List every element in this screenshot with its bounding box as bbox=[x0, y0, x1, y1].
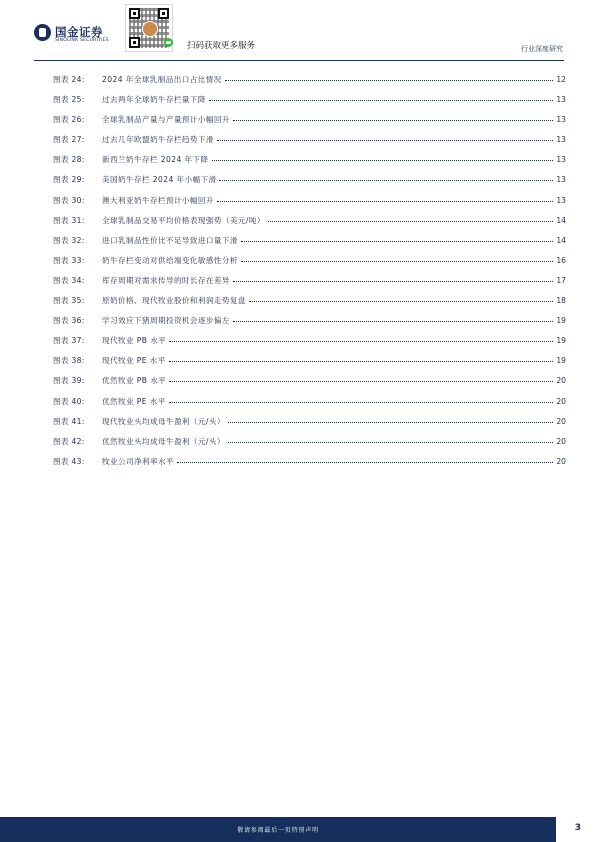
toc-dot-leader bbox=[225, 74, 554, 81]
toc-dot-leader bbox=[233, 275, 553, 282]
toc-dot-leader bbox=[241, 255, 553, 262]
toc-figure-title: 优然牧业头均成母牛盈利（元/头） bbox=[102, 436, 225, 446]
toc-figure-number: 图表 32: bbox=[53, 235, 85, 245]
toc-figure-title: 优然牧业 PE 水平 bbox=[102, 396, 166, 406]
toc-dot-leader bbox=[209, 94, 553, 101]
toc-row[interactable] bbox=[53, 94, 566, 114]
toc-dot-leader bbox=[233, 315, 553, 322]
toc-row[interactable] bbox=[53, 195, 566, 215]
toc-figure-title: 现代牧业 PE 水平 bbox=[102, 356, 166, 366]
page-header bbox=[0, 0, 595, 62]
toc-figure-number: 图表 27: bbox=[53, 135, 85, 145]
toc-figure-number: 图表 42: bbox=[53, 436, 85, 446]
toc-page-number: 13 bbox=[556, 155, 566, 165]
company-logo bbox=[34, 24, 124, 46]
toc-row[interactable] bbox=[53, 396, 566, 416]
toc-figure-title: 2024 年全球乳制品出口占比情况 bbox=[102, 75, 222, 84]
toc-row[interactable] bbox=[53, 174, 566, 194]
toc-dot-leader bbox=[219, 174, 553, 181]
toc-figure-number: 图表 39: bbox=[53, 376, 85, 386]
toc-figure-number: 图表 36: bbox=[53, 316, 85, 326]
toc-figure-title: 澳大利亚奶牛存栏预计小幅回升 bbox=[102, 195, 214, 205]
footer-disclaimer: 敬请参阅最后一页特别声明 bbox=[237, 827, 319, 834]
toc-page-number: 20 bbox=[556, 416, 566, 426]
toc-row[interactable] bbox=[53, 74, 566, 94]
toc-figure-title: 过去两年全球奶牛存栏量下降 bbox=[102, 95, 206, 105]
toc-figure-number: 图表 41: bbox=[53, 416, 85, 426]
toc-figure-title: 牧业公司净利率水平 bbox=[102, 456, 174, 466]
toc-row[interactable] bbox=[53, 315, 566, 335]
toc-row[interactable] bbox=[53, 154, 566, 174]
toc-figure-title: 进口乳制品性价比不足导致进口量下滑 bbox=[102, 235, 238, 245]
toc-figure-title: 过去几年欧盟奶牛存栏趋势下滑 bbox=[102, 135, 214, 145]
toc-row[interactable] bbox=[53, 235, 566, 255]
toc-dot-leader bbox=[228, 416, 553, 423]
toc-page-number: 14 bbox=[556, 235, 566, 245]
toc-row[interactable] bbox=[53, 134, 566, 154]
toc-figure-title: 全球乳制品产量与产量预计小幅回升 bbox=[102, 115, 230, 125]
toc-figure-title: 优然牧业 PB 水平 bbox=[102, 376, 167, 386]
logo-english-name: SINOLINK SECURITIES bbox=[55, 38, 109, 43]
toc-dot-leader bbox=[169, 355, 554, 362]
toc-figure-number: 图表 34: bbox=[53, 275, 85, 285]
toc-dot-leader bbox=[177, 456, 553, 463]
toc-page-number: 13 bbox=[556, 135, 566, 145]
toc-figure-number: 图表 40: bbox=[53, 396, 85, 406]
header-divider bbox=[34, 60, 564, 61]
toc-figure-number: 图表 24: bbox=[53, 75, 85, 84]
toc-dot-leader bbox=[169, 335, 553, 342]
toc-page-number: 16 bbox=[556, 255, 566, 265]
toc-page-number: 13 bbox=[556, 175, 566, 185]
toc-page-number: 20 bbox=[556, 376, 566, 386]
toc-dot-leader bbox=[268, 215, 553, 222]
toc-figure-title: 现代牧业头均成母牛盈利（元/头） bbox=[102, 416, 225, 426]
toc-dot-leader bbox=[212, 154, 554, 161]
toc-page-number: 13 bbox=[556, 115, 566, 125]
figure-table-of-contents bbox=[53, 74, 566, 476]
toc-row[interactable] bbox=[53, 215, 566, 235]
toc-figure-number: 图表 29: bbox=[53, 175, 85, 185]
toc-figure-title: 现代牧业 PB 水平 bbox=[102, 336, 167, 346]
toc-dot-leader bbox=[169, 375, 553, 382]
toc-row[interactable] bbox=[53, 355, 566, 375]
toc-figure-number: 图表 31: bbox=[53, 215, 85, 225]
toc-dot-leader bbox=[169, 396, 554, 403]
toc-dot-leader bbox=[249, 295, 553, 302]
toc-row[interactable] bbox=[53, 335, 566, 355]
toc-figure-title: 学习效应下猪周期投资机会逐步偏左 bbox=[102, 316, 230, 326]
toc-page-number: 20 bbox=[556, 396, 566, 406]
toc-page-number: 19 bbox=[556, 356, 566, 366]
toc-page-number: 14 bbox=[556, 215, 566, 225]
toc-figure-number: 图表 26: bbox=[53, 115, 85, 125]
toc-row[interactable] bbox=[53, 275, 566, 295]
toc-row[interactable] bbox=[53, 416, 566, 436]
toc-dot-leader bbox=[217, 195, 553, 202]
toc-figure-title: 库存周期对需求传导的时长存在差异 bbox=[102, 275, 230, 285]
toc-page-number: 20 bbox=[556, 456, 566, 466]
toc-page-number: 13 bbox=[556, 95, 566, 105]
toc-page-number: 18 bbox=[556, 296, 566, 306]
toc-row[interactable] bbox=[53, 295, 566, 315]
scan-prompt: 扫码获取更多服务 bbox=[187, 41, 256, 51]
toc-figure-title: 原奶价格、现代牧业股价和利润走势复盘 bbox=[102, 296, 246, 306]
wechat-icon bbox=[164, 38, 173, 47]
page-number: 3 bbox=[574, 823, 581, 833]
toc-figure-number: 图表 28: bbox=[53, 155, 85, 165]
toc-figure-title: 奶牛存栏变动对供给端变化敏感性分析 bbox=[102, 255, 238, 265]
toc-figure-number: 图表 38: bbox=[53, 356, 85, 366]
toc-page-number: 19 bbox=[556, 316, 566, 326]
toc-figure-title: 全球乳制品交易平均价格表现强势（美元/吨） bbox=[102, 215, 265, 225]
toc-page-number: 17 bbox=[556, 275, 566, 285]
toc-row[interactable] bbox=[53, 255, 566, 275]
toc-row[interactable] bbox=[53, 114, 566, 134]
toc-page-number: 19 bbox=[556, 336, 566, 346]
toc-figure-title: 美国奶牛存栏 2024 年小幅下滑 bbox=[102, 175, 217, 185]
toc-figure-number: 图表 30: bbox=[53, 195, 85, 205]
toc-page-number: 12 bbox=[556, 75, 566, 84]
toc-row[interactable] bbox=[53, 375, 566, 395]
report-type-label: 行业深度研究 bbox=[521, 45, 563, 53]
toc-page-number: 20 bbox=[556, 436, 566, 446]
toc-figure-number: 图表 37: bbox=[53, 336, 85, 346]
toc-row[interactable] bbox=[53, 456, 566, 476]
toc-figure-number: 图表 33: bbox=[53, 255, 85, 265]
toc-figure-number: 图表 25: bbox=[53, 95, 85, 105]
toc-dot-leader bbox=[217, 134, 553, 141]
toc-dot-leader bbox=[228, 436, 553, 443]
toc-figure-number: 图表 35: bbox=[53, 296, 85, 306]
logo-mark-icon bbox=[34, 24, 51, 41]
toc-figure-title: 新西兰奶牛存栏 2024 年下降 bbox=[102, 155, 209, 165]
toc-page-number: 13 bbox=[556, 195, 566, 205]
toc-dot-leader bbox=[241, 235, 553, 242]
logo-chinese-name: 国金证券 bbox=[55, 25, 103, 39]
toc-dot-leader bbox=[233, 114, 553, 121]
toc-row[interactable] bbox=[53, 436, 566, 456]
toc-figure-number: 图表 43: bbox=[53, 456, 85, 466]
